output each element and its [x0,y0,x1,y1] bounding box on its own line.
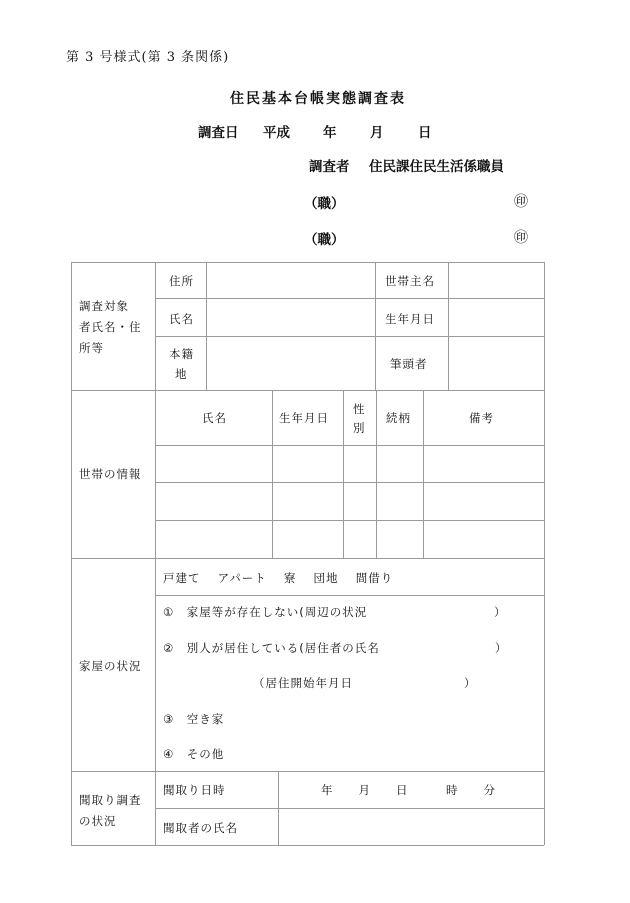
interview-datetime-value: 年 月 日 時 分 [321,783,496,797]
interview-datetime-label: 聞取り日時 [163,783,226,797]
household-header: 世帯の情報 [79,467,142,481]
col-name-header: 氏名 [202,411,227,425]
survey-date-era: 平成 [263,125,290,141]
head-of-register-label: 筆頭者 [390,357,428,371]
dwelling-item-1: ① 家屋等が存在しない(周辺の状況 [163,605,368,619]
form-title: 住民基本台帳実態調査表 [230,91,406,107]
surveyor-department: 住民課住民生活係職員 [369,159,504,175]
interview-header-line1: 聞取り調査 [79,793,142,807]
interview-header-line2: の状況 [79,814,117,828]
col-relation-header: 続柄 [386,411,411,425]
household-head-label: 世帯主名 [385,274,435,288]
form-number-label: 第 3 号様式(第 3 条関係) [66,50,230,65]
subject-header-line2: 者氏名・住 [79,320,142,334]
dwelling-item-2-sub: （居住開始年月日 [253,676,353,690]
surveyor-position-1: （職） [304,196,345,212]
col-sex-header-1: 性 [353,402,366,416]
address-label: 住所 [169,274,194,288]
col-remarks-header: 備考 [469,411,494,425]
subject-header-line1: 調査対象 [79,299,129,313]
name-label: 氏名 [169,312,194,326]
dwelling-item-2: ② 別人が居住している(居住者の氏名 [163,641,380,655]
surveyor-label: 調査者 [309,159,350,175]
birthdate-label: 生年月日 [385,312,435,326]
dwelling-item-4: ④ その他 [163,747,225,761]
survey-date-day: 日 [418,125,432,141]
survey-date-month: 月 [370,125,384,141]
dwelling-header: 家屋の状況 [79,659,142,673]
subject-header-line3: 所等 [79,341,104,355]
surveyor-position-2: （職） [304,232,345,248]
col-birthdate-header: 生年月日 [279,411,329,425]
domicile-label-1: 本籍 [169,347,194,361]
survey-table [71,262,544,845]
interviewee-name-label: 聞取者の氏名 [163,821,238,835]
domicile-label-2: 地 [175,367,188,381]
dwelling-item-1-close: ） [494,605,507,619]
dwelling-item-2-close: ） [495,641,508,655]
seal-mark-1: ㊞ [514,194,528,210]
dwelling-item-3: ③ 空き家 [163,712,225,726]
seal-mark-2: ㊞ [514,230,528,246]
col-sex-header-2: 別 [353,421,366,435]
dwelling-item-2-sub-close: ） [464,676,477,690]
survey-date-label: 調査日 [198,125,239,141]
dwelling-types: 戸建て アパート 寮 団地 間借り [163,571,394,585]
survey-date-year: 年 [323,125,337,141]
